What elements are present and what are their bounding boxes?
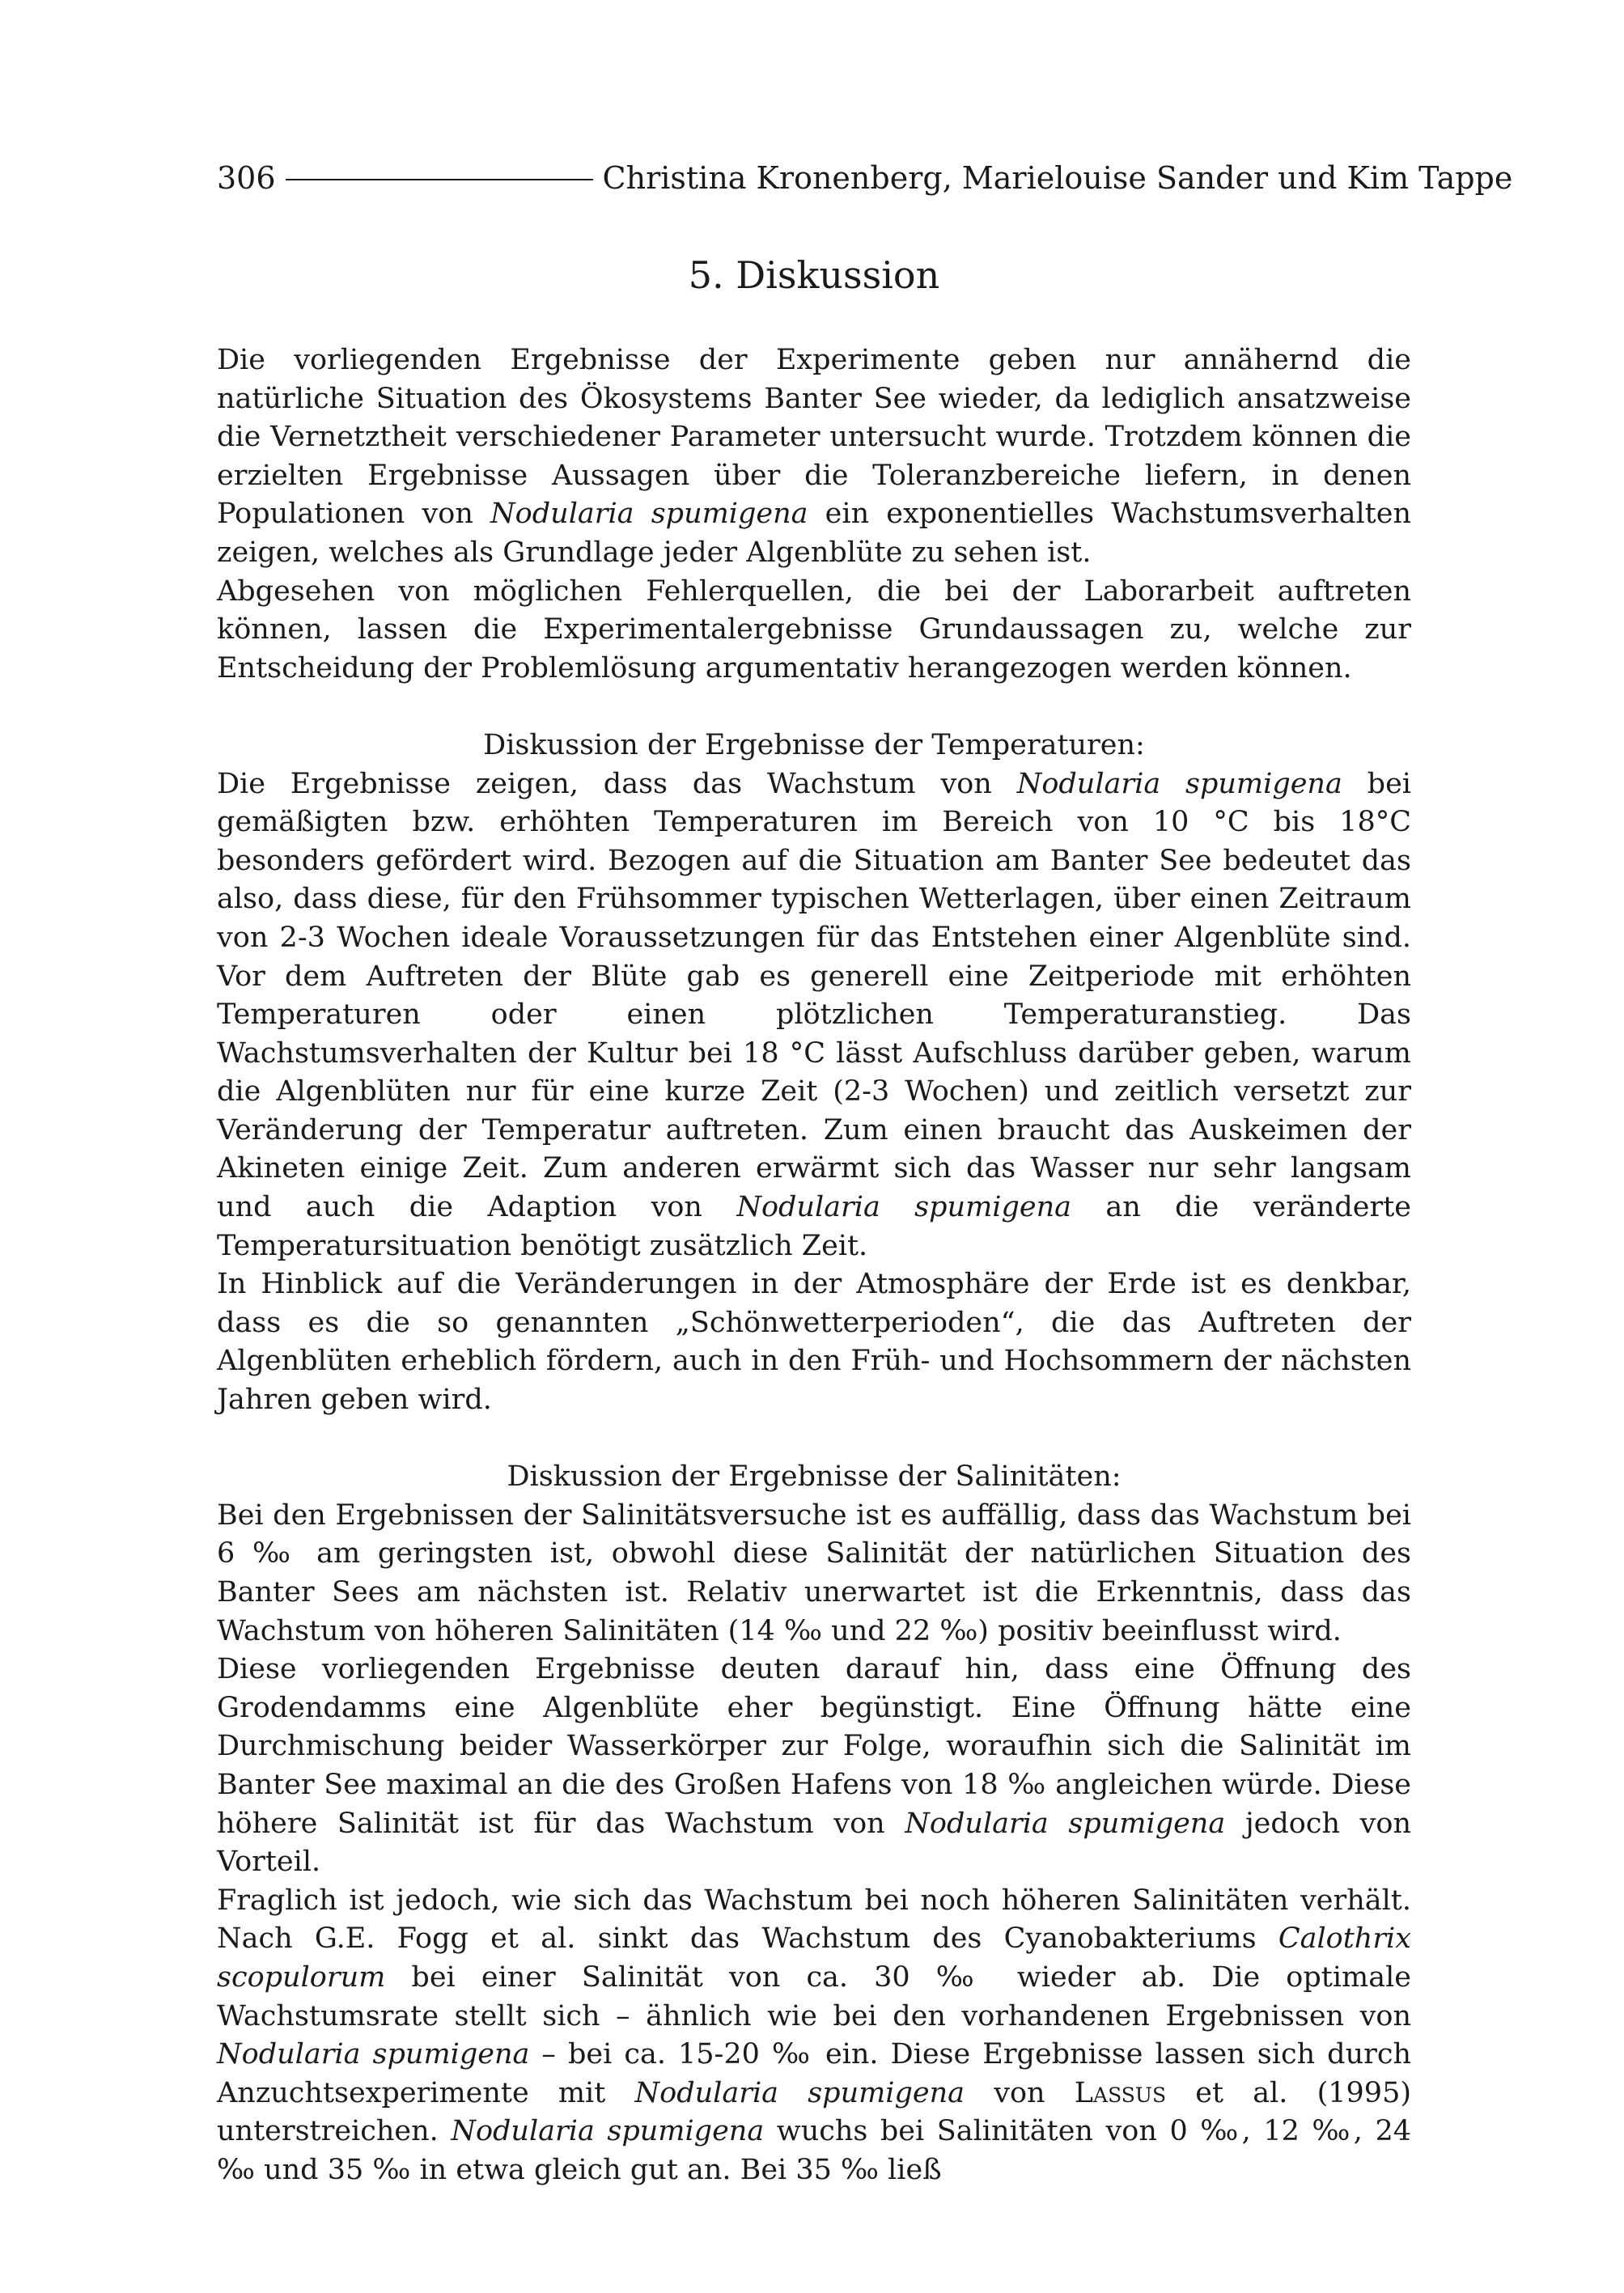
temperature-heading: Diskussion der Ergebnisse der Temperaturen: [483, 728, 1145, 761]
intro-paragraph-1: Die vorliegenden Ergebnisse der Experimente geben nur annähernd die natürliche Situation des Ökosystems Banter See wieder, da lediglich ansatzweise die Vernetztheit verschiedener Parameter untersucht wurde. Trotzdem können die erzielten Ergebnisse Aussagen über die Toleranzbereiche liefern, in denen Populationen von Nodularia spumigena ein exponentielles Wachstumsverhalten zeigen, welches als Grundlage jeder Algenblüte zu sehen ist. [217, 344, 1411, 569]
salinity-paragraph-1: Bei den Ergebnissen der Salinitätsversuche ist es auffällig, dass das Wachstum bei 6 ‰ am geringsten ist, obwohl diese Salinität der natürlichen Situation des Banter Sees am nächsten ist. Relativ unerwartet ist die Erkenntnis, dass das Wachstum von höheren Salinitäten (14 ‰ und 22 ‰) positiv beeinflusst wird. [217, 1498, 1411, 1647]
salinity-paragraph-2: Diese vorliegenden Ergebnisse deuten darauf hin, dass eine Öffnung des Grodendamms eine Algenblüte eher begünstigt. Eine Öffnung hätte eine Durchmischung beider Wasserkörper zur Folge, woraufhin sich die Salinität im Banter See maximal an die des Großen Hafens von 18 ‰ angleichen würde. Diese höhere Salinität ist für das Wachstum von Nodularia spumigena jedoch von Vorteil. [217, 1653, 1412, 1879]
author-smallcaps: Lassus [1074, 2076, 1167, 2109]
page-number: 306 [217, 160, 276, 196]
header-rule [286, 179, 593, 180]
page [217, 159, 1513, 2190]
salinity-heading: Diskussion der Ergebnisse der Salinitäten: [507, 1460, 1122, 1494]
intro-paragraph-2: Abgesehen von möglichen Fehlerquellen, die bei der Laborarbeit auftreten können, lassen die Experimentalergebnisse Grundaussagen zu, welche zur Entscheidung der Problemlösung argumentativ herangezogen werden können. [217, 574, 1411, 685]
temperature-paragraph-1: Die Ergebnisse zeigen, dass das Wachstum von Nodularia spumigena bei gemäßigten bzw. erhöhten Temperaturen im Bereich von 10 °C bis 18°C besonders gefördert wird. Bezogen auf die Situation am Banter See bedeutet das also, dass diese, für den Frühsommer typischen Wetterlagen, über einen Zeitraum von 2-3 Wochen ideale Voraussetzungen für das Entstehen einer Algenblüte sind. Vor dem Auftreten der Blüte gab es generell eine Zeitperiode mit erhöhten Temperaturen oder einen plötzlichen Temperaturanstieg. Das Wachstumsverhalten der Kultur bei 18 °C lässt Aufschluss darüber geben, warum die Algenblüten nur für eine kurze Zeit (2-3 Wochen) und zeitlich versetzt zur Veränderung der Temperatur auftreten. Zum einen braucht das Auskeimen der Akineten einige Zeit. Zum anderen erwärmt sich das Wasser nur sehr langsam und auch die Adaption von Nodularia spumigena an die veränderte Temperatursituation benötigt zusätzlich Zeit. [217, 767, 1411, 1262]
temperature-paragraph-2: In Hinblick auf die Veränderungen in der Atmosphäre der Erde ist es denkbar, dass es die so genannten „Schönwetterperioden“, die das Auftreten der Algenblüten erheblich fördern, auch in den Früh- und Hochsommern der nächsten Jahren geben wird. [217, 1268, 1411, 1417]
running-head [217, 159, 1513, 197]
salinity-paragraph-3: Fraglich ist jedoch, wie sich das Wachstum bei noch höheren Salinitäten verhält. Nach G.E. Fogg et al. sinkt das Wachstum des Cyanobakteriums Calothrix scopulorum bei einer Salinität von ca. 30 ‰ wieder ab. Die optimale Wachstumsrate stellt sich – ähnlich wie bei den vorhandenen Ergebnissen von Nodularia spumigena – bei ca. 15-20 ‰ ein. Diese Ergebnisse lassen sich durch Anzuchtsexperimente mit Nodularia spumigena von Lassus et al. (1995) unterstreichen. Nodularia spumigena wuchs bei Salinitäten von 0 ‰, 12 ‰, 24 ‰ und 35 ‰ in etwa gleich gut an. Bei 35 ‰ ließ [217, 1884, 1411, 2186]
section-title: 5. Diskussion [688, 253, 940, 297]
running-head-authors: Christina Kronenberg, Marielouise Sander und Kim Tappe [602, 160, 1513, 196]
